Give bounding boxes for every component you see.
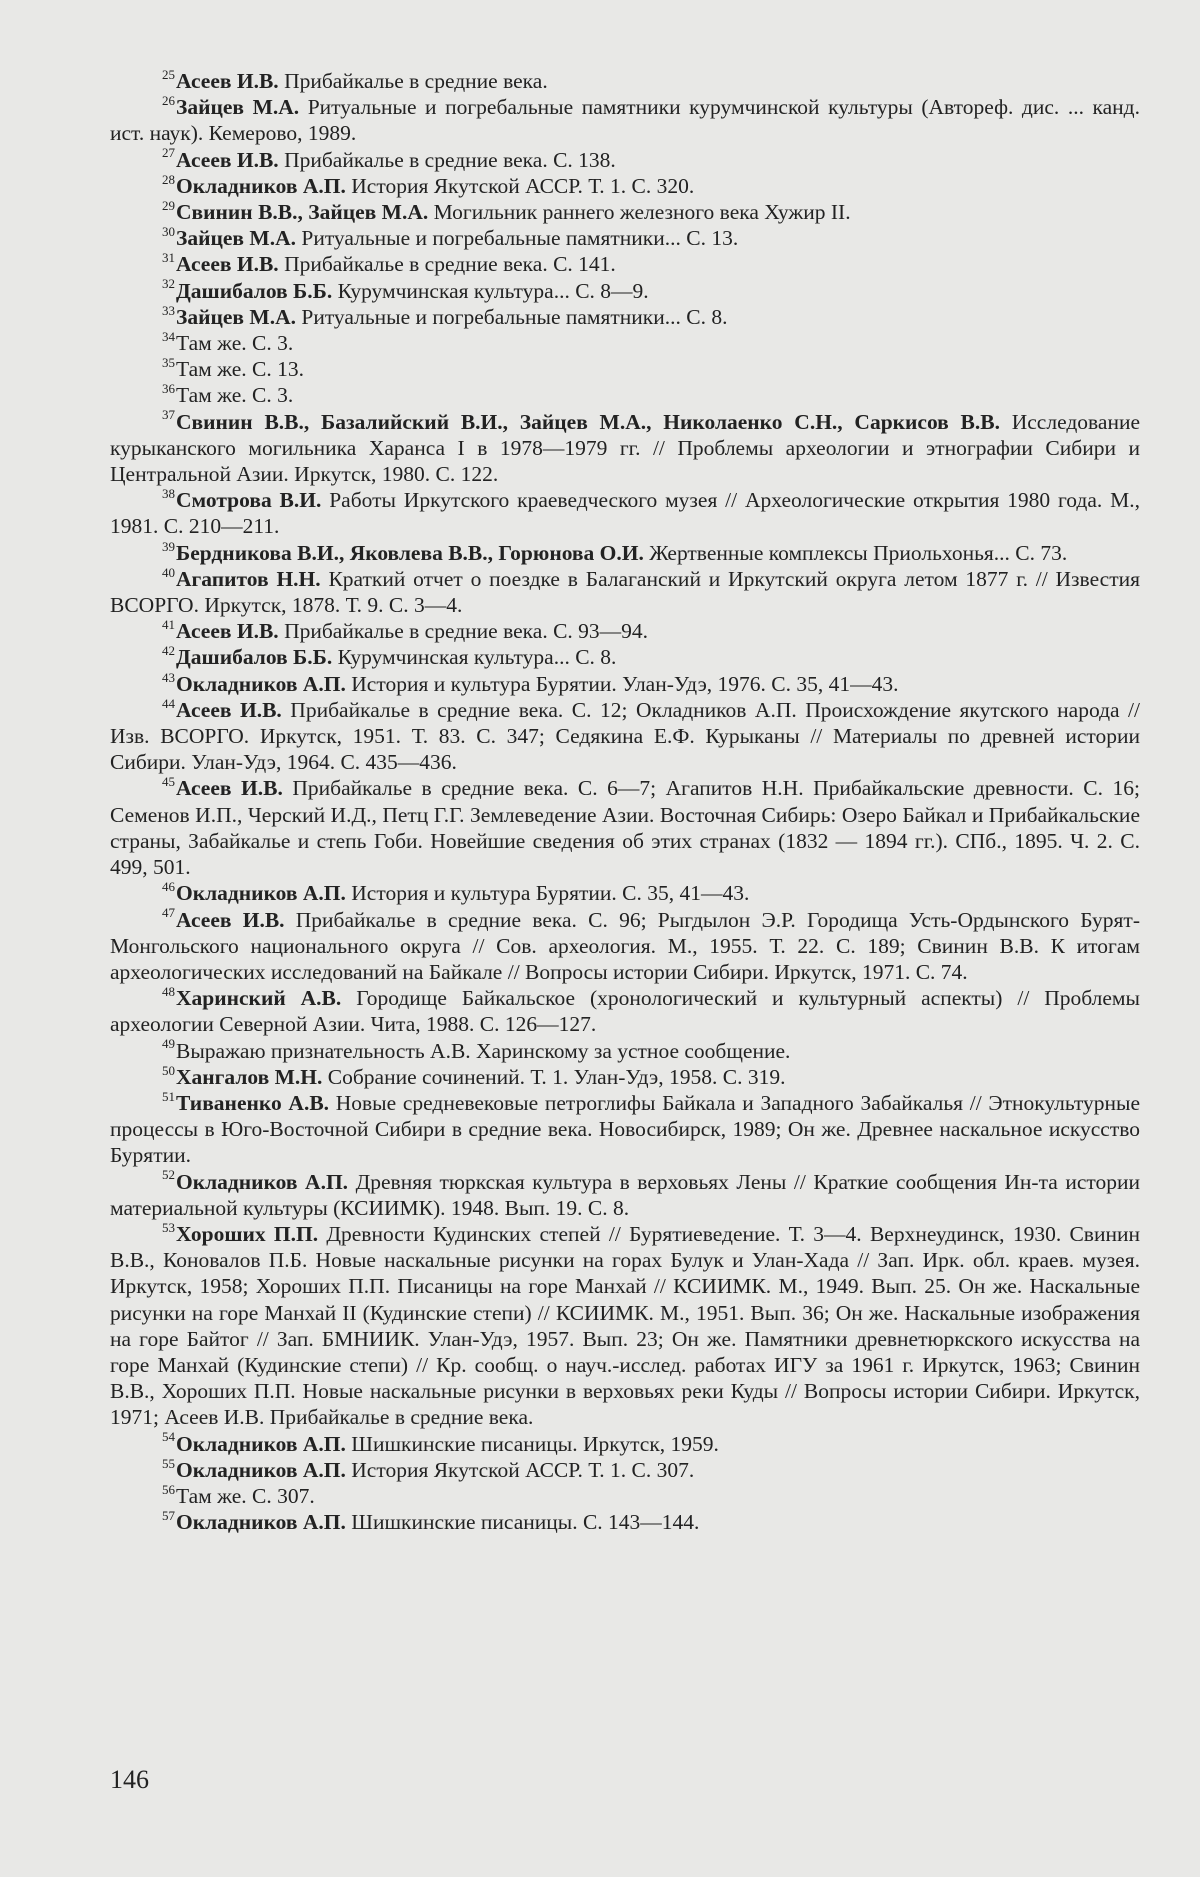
footnote <box>110 251 1140 277</box>
footnote-text: Прибайкалье в средние века. С. 141. <box>278 252 616 277</box>
footnote-number: 38 <box>162 486 175 502</box>
footnote-text: Курумчинская культура... С. 8. <box>332 645 617 670</box>
footnote-number: 34 <box>162 328 175 344</box>
footnote-text: Городище Байкальское (хронологический и культурный аспекты) // Проблемы археологии Северной Азии. Чита, 1988. С. 126—127. <box>110 986 1140 1037</box>
footnote-text: История и культура Бурятии. Улан-Удэ, 1976. С. 35, 41—43. <box>345 671 899 696</box>
footnote <box>110 487 1140 539</box>
footnote-author: Бердникова В.И., Яковлева В.В., Горюнова О.И. <box>176 540 644 565</box>
footnote-number: 44 <box>162 695 175 711</box>
footnote-number: 37 <box>162 407 175 423</box>
footnote-number: 42 <box>162 643 175 659</box>
footnote-number: 30 <box>162 224 175 240</box>
footnote <box>110 1064 1140 1090</box>
footnote <box>110 985 1140 1037</box>
footnote-text: Курумчинская культура... С. 8—9. <box>332 278 649 303</box>
footnote-author: Дашибалов Б.Б. <box>176 278 333 303</box>
footnote <box>110 1509 1140 1535</box>
footnote-author: Асеев И.В. <box>176 69 279 93</box>
footnote-text: Выражаю признательность А.В. Харинскому за устное сообщение. <box>176 1038 791 1063</box>
footnote-number: 53 <box>162 1219 175 1235</box>
footnote-number: 51 <box>162 1088 175 1104</box>
footnote-text: Прибайкалье в средние века. С. 93—94. <box>278 619 649 644</box>
footnote <box>110 1457 1140 1483</box>
footnote <box>110 330 1140 356</box>
footnote-number: 26 <box>162 93 175 109</box>
footnote <box>110 618 1140 644</box>
footnote-number: 29 <box>162 197 175 213</box>
footnote <box>110 775 1140 880</box>
footnote-author: Асеев И.В. <box>176 907 285 932</box>
footnote-text: Ритуальные и погребальные памятники... С. 8. <box>295 304 728 329</box>
footnote <box>110 644 1140 670</box>
footnote-author: Асеев И.В. <box>176 619 279 644</box>
footnote-author: Агапитов Н.Н. <box>176 566 321 591</box>
footnote-number: 32 <box>162 276 175 292</box>
footnote-text: Прибайкалье в средние века. С. 12; Окладников А.П. Происхождение якутского народа // Изв. ВСОРГО. Иркутск, 1951. Т. 83. С. 347; Седякина Е.Ф. Курыканы // Материалы по древней истории Сибири. Улан-Удэ, 1964. С. 435—436. <box>110 697 1141 775</box>
footnote-text: Жертвенные комплексы Приольхонья... С. 73. <box>643 540 1068 565</box>
footnote-number: 47 <box>162 905 175 921</box>
footnote-number: 25 <box>162 66 175 82</box>
footnote-author: Зайцев М.А. <box>176 95 300 120</box>
footnote-author: Окладников А.П. <box>176 1510 346 1535</box>
footnote <box>110 1038 1140 1064</box>
footnote <box>110 199 1140 225</box>
footnote-author: Свинин В.В., Зайцев М.А. <box>176 200 429 225</box>
footnote-number: 46 <box>162 879 175 895</box>
footnote-text: Шишкинские писаницы. Иркутск, 1959. <box>345 1431 719 1456</box>
footnote-number: 52 <box>162 1167 175 1183</box>
footnote <box>110 68 1140 94</box>
footnote-author: Окладников А.П. <box>176 1457 346 1482</box>
footnote <box>110 94 1140 146</box>
footnote <box>110 880 1140 906</box>
footnote-author: Асеев И.В. <box>176 776 283 801</box>
footnote-author: Окладников А.П. <box>176 671 346 696</box>
footnote-number: 56 <box>162 1481 175 1497</box>
footnote-number: 54 <box>162 1429 175 1445</box>
footnote-author: Зайцев М.А. <box>176 304 296 329</box>
footnote-text: Прибайкалье в средние века. С. 138. <box>278 147 616 172</box>
footnote-text: Прибайкалье в средние века. С. 6—7; Агапитов Н.Н. Прибайкальские древности. С. 16; Семенов И.П., Черский И.Д., Петц Г.Г. Землеведение Азии. Восточная Сибирь: Озеро Байкал и Прибайкальские страны, Забайкалье и степь Гоби. Новейшие сведения об этих странах (1832 — 1894 гг.). СПб., 1895. Ч. 2. С. 499, 501. <box>110 776 1141 880</box>
footnote-number: 45 <box>162 774 175 790</box>
footnote <box>110 1431 1140 1457</box>
footnote-text: Исследование курыканского могильника Харанса I в 1978—1979 гг. // Проблемы археологии и этнографии Сибири и Центральной Азии. Иркутск, 1980. С. 122. <box>110 409 1140 487</box>
footnote <box>110 1169 1140 1221</box>
footnote <box>110 1483 1140 1509</box>
footnote-author: Харинский А.В. <box>176 986 342 1011</box>
footnote-text: Древности Кудинских степей // Бурятиеведение. Т. 3—4. Верхнеудинск, 1930. Свинин В.В., Коновалов П.Б. Новые наскальные рисунки на горах Булук и Улан-Хада // Зап. Ирк. обл. краев. музея. Иркутск, 1958; Хороших П.П. Писаницы на горе Манхай // КСИИМК. М., 1949. Вып. 25. Он же. Наскальные рисунки на горе Манхай II (Кудинские степи) // КСИИМК. М., 1951. Вып. 36; Он же. Наскальные изображения на горе Байтог // Зап. БМНИИК. Улан-Удэ, 1957. Вып. 23; Он же. Памятники древнетюркского искусства на горе Манхай (Кудинские степи) // Кр. сообщ. о науч.-исслед. работах ИГУ за 1961 г. Иркутск, 1963; Свинин В.В., Хороших П.П. Новые наскальные рисунки в верховьях реки Куды // Вопросы истории Сибири. Иркутск, 1971; Асеев И.В. Прибайкалье в средние века. <box>110 1221 1140 1430</box>
footnote-author: Окладников А.П. <box>176 1169 349 1194</box>
footnote-text: Могильник раннего железного века Хужир II. <box>428 200 851 225</box>
footnote <box>110 671 1140 697</box>
footnote-number: 43 <box>162 669 175 685</box>
footnote-text: Там же. С. 3. <box>176 331 294 356</box>
footnote-author: Хангалов М.Н. <box>176 1064 323 1089</box>
footnote <box>110 356 1140 382</box>
footnote <box>110 907 1140 986</box>
footnote <box>110 225 1140 251</box>
footnote-author: Тиваненко А.В. <box>176 1090 330 1115</box>
footnote-author: Асеев И.В. <box>176 147 279 172</box>
footnote-number: 36 <box>162 381 175 397</box>
footnote-number: 27 <box>162 145 175 161</box>
footnote <box>110 382 1140 408</box>
footnote-number: 35 <box>162 355 175 371</box>
footnote <box>110 278 1140 304</box>
footnote-number: 50 <box>162 1062 175 1078</box>
footnote <box>110 1221 1140 1431</box>
footnote-number: 49 <box>162 1036 175 1052</box>
footnote-author: Асеев И.В. <box>176 252 279 277</box>
footnote-text: Прибайкалье в средние века. <box>278 69 548 93</box>
footnote-text: История Якутской АССР. Т. 1. С. 307. <box>345 1457 695 1482</box>
footnote-number: 55 <box>162 1455 175 1471</box>
footnote-text: Там же. С. 3. <box>176 383 294 408</box>
footnote-author: Окладников А.П. <box>176 173 346 198</box>
footnote-author: Дашибалов Б.Б. <box>176 645 333 670</box>
footnote-author: Асеев И.В. <box>176 697 282 722</box>
footnote-author: Окладников А.П. <box>176 881 346 906</box>
footnote-number: 31 <box>162 250 175 266</box>
footnote-text: Новые средневековые петроглифы Байкала и Западного Забайкалья // Этнокультурные процессы в Юго-Восточной Сибири в средние века. Новосибирск, 1989; Он же. Древнее наскальное искусство Бурятии. <box>110 1090 1140 1168</box>
footnote <box>110 409 1140 488</box>
footnote-number: 48 <box>162 983 175 999</box>
footnote-author: Окладников А.П. <box>176 1431 346 1456</box>
footnotes-list <box>110 68 1140 1535</box>
footnote-number: 39 <box>162 538 175 554</box>
footnote-number: 33 <box>162 302 175 318</box>
footnote-author: Свинин В.В., Базалийский В.И., Зайцев М.А., Николаенко С.Н., Саркисов В.В. <box>176 409 1000 434</box>
footnote-author: Хороших П.П. <box>176 1221 319 1246</box>
footnote-text: Ритуальные и погребальные памятники... С. 13. <box>295 226 739 251</box>
footnote-text: История Якутской АССР. Т. 1. С. 320. <box>345 173 695 198</box>
footnote-text: Краткий отчет о поездке в Балаганский и Иркутский округа летом 1877 г. // Известия ВСОРГО. Иркутск, 1878. Т. 9. С. 3—4. <box>110 566 1140 618</box>
footnote-author: Смотрова В.И. <box>176 488 322 513</box>
footnote <box>110 304 1140 330</box>
footnote-text: История и культура Бурятии. С. 35, 41—43. <box>345 881 750 906</box>
footnote-text: Собрание сочинений. Т. 1. Улан-Удэ, 1958. С. 319. <box>322 1064 786 1089</box>
footnote-number: 41 <box>162 617 175 633</box>
footnote-text: Там же. С. 13. <box>176 357 304 382</box>
footnote-text: Шишкинские писаницы. С. 143—144. <box>345 1510 700 1535</box>
footnote <box>110 1090 1140 1169</box>
footnote <box>110 566 1140 618</box>
footnote-text: Там же. С. 307. <box>176 1483 315 1508</box>
footnote-text: Древняя тюркская культура в верховьях Лены // Краткие сообщения Ин-та истории материальной культуры (КСИИМК). 1948. Вып. 19. С. 8. <box>110 1169 1140 1220</box>
footnote <box>110 697 1140 776</box>
footnote-number: 40 <box>162 564 175 580</box>
footnote-author: Зайцев М.А. <box>176 226 296 251</box>
footnote <box>110 173 1140 199</box>
page-number: 146 <box>110 1765 149 1794</box>
footnote-text: Работы Иркутского краеведческого музея // Археологические открытия 1980 года. М., 1981. С. 210—211. <box>110 488 1141 539</box>
footnote-text: Прибайкалье в средние века. С. 96; Рыгдылон Э.Р. Городища Усть-Ордынского Бурят-Монгольского национального округа // Сов. археология. М., 1955. Т. 22. С. 189; Свинин В.В. К итогам археологических исследований на Байкале // Вопросы истории Сибири. Иркутск, 1971. С. 74. <box>110 907 1140 984</box>
footnote-text: Ритуальные и погребальные памятники курумчинской культуры (Автореф. дис. ... канд. ист. наук). Кемерово, 1989. <box>110 95 1140 146</box>
footnote-number: 57 <box>162 1508 175 1524</box>
footnote <box>110 147 1140 173</box>
footnote <box>110 540 1140 566</box>
footnote-number: 28 <box>162 171 175 187</box>
